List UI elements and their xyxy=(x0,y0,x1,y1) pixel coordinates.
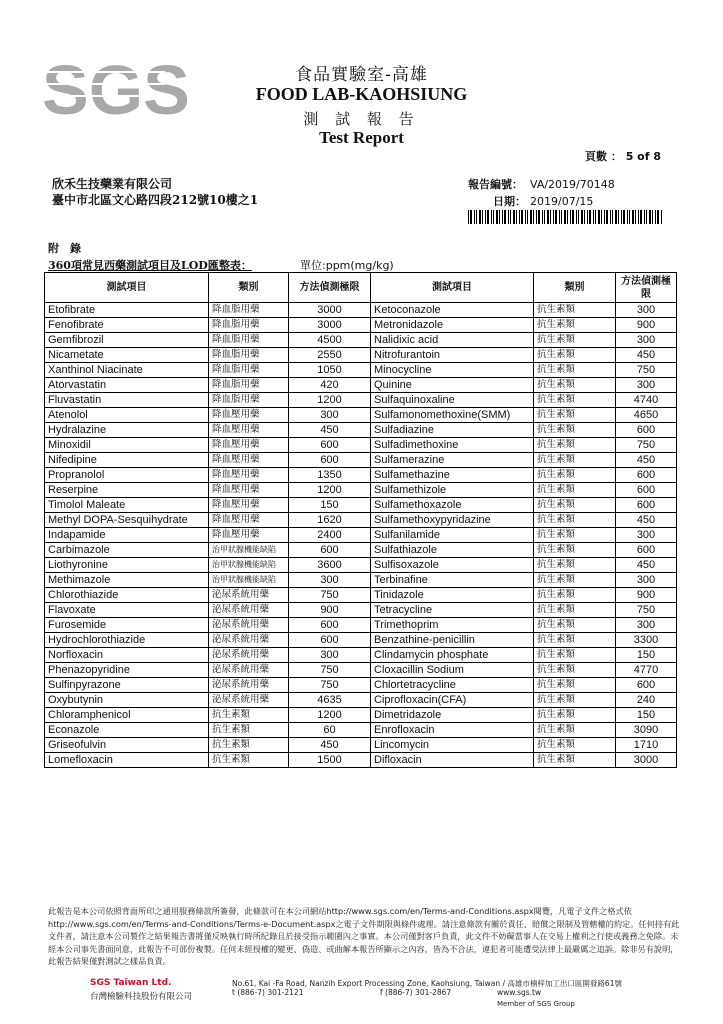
category-cell: 治甲狀腺機能缺陷 xyxy=(209,543,289,558)
lod-cell: 1710 xyxy=(616,738,677,753)
lod-cell: 300 xyxy=(616,303,677,318)
table-row xyxy=(45,738,677,753)
lod-cell: 300 xyxy=(616,618,677,633)
lod-cell: 600 xyxy=(616,483,677,498)
category-cell: 抗生素類 xyxy=(209,723,289,738)
test-item-cell: Gemfibrozil xyxy=(45,333,209,348)
test-item-cell: Ketoconazole xyxy=(371,303,534,318)
table-row xyxy=(45,543,677,558)
table-row xyxy=(45,333,677,348)
test-item-cell: Nitrofurantoin xyxy=(371,348,534,363)
lod-cell: 3000 xyxy=(289,318,371,333)
test-item-cell: Griseofulvin xyxy=(45,738,209,753)
client-block xyxy=(52,176,258,208)
test-item-cell: Lincomycin xyxy=(371,738,534,753)
col-header-category: 類別 xyxy=(534,273,616,303)
test-item-cell: Flavoxate xyxy=(45,603,209,618)
test-item-cell: Xanthinol Niacinate xyxy=(45,363,209,378)
test-item-cell: Tinidazole xyxy=(371,588,534,603)
category-cell: 抗生素類 xyxy=(534,303,616,318)
table-row xyxy=(45,453,677,468)
lod-cell: 750 xyxy=(289,588,371,603)
category-cell: 泌尿系統用藥 xyxy=(209,663,289,678)
table-row xyxy=(45,318,677,333)
lod-cell: 600 xyxy=(289,543,371,558)
table-row xyxy=(45,468,677,483)
page-number: 頁數 ： 5 of 8 xyxy=(585,150,661,163)
lod-cell: 750 xyxy=(616,603,677,618)
table-row xyxy=(45,588,677,603)
lod-cell: 150 xyxy=(616,708,677,723)
lod-cell: 3300 xyxy=(616,633,677,648)
col-header-item: 測試項目 xyxy=(45,273,209,303)
test-item-cell: Benzathine-penicillin xyxy=(371,633,534,648)
test-item-cell: Nicametate xyxy=(45,348,209,363)
table-row xyxy=(45,558,677,573)
category-cell: 抗生素類 xyxy=(534,318,616,333)
category-cell: 降血脂用藥 xyxy=(209,393,289,408)
address-zh: / 高雄市楠梓加工出口區開發路61號 xyxy=(502,979,622,988)
test-item-cell: Phenazopyridine xyxy=(45,663,209,678)
test-item-cell: Hydrochlorothiazide xyxy=(45,633,209,648)
lod-cell: 300 xyxy=(616,333,677,348)
test-item-cell: Sulfisoxazole xyxy=(371,558,534,573)
test-item-cell: Lomefloxacin xyxy=(45,753,209,768)
lod-cell: 600 xyxy=(616,498,677,513)
report-title-zh: 測 試 報 告 xyxy=(303,110,420,128)
lod-cell: 300 xyxy=(289,573,371,588)
table-row xyxy=(45,438,677,453)
appendix-label: 附 錄 xyxy=(48,242,81,255)
test-item-cell: Dimetridazole xyxy=(371,708,534,723)
test-item-cell: Cloxacillin Sodium xyxy=(371,663,534,678)
table-row xyxy=(45,423,677,438)
category-cell: 抗生素類 xyxy=(534,528,616,543)
table-row xyxy=(45,528,677,543)
lod-cell: 600 xyxy=(616,423,677,438)
category-cell: 抗生素類 xyxy=(534,693,616,708)
test-item-cell: Chlortetracycline xyxy=(371,678,534,693)
category-cell: 抗生素類 xyxy=(534,363,616,378)
lab-name-zh: 食品實驗室-高雄 xyxy=(295,65,428,85)
category-cell: 泌尿系統用藥 xyxy=(209,648,289,663)
category-cell: 抗生素類 xyxy=(534,498,616,513)
lod-cell: 4500 xyxy=(289,333,371,348)
test-item-cell: Fluvastatin xyxy=(45,393,209,408)
category-cell: 降血壓用藥 xyxy=(209,468,289,483)
lod-cell: 750 xyxy=(289,663,371,678)
test-item-cell: Minocycline xyxy=(371,363,534,378)
category-cell: 泌尿系統用藥 xyxy=(209,588,289,603)
category-cell: 抗生素類 xyxy=(534,558,616,573)
test-item-cell: Metronidazole xyxy=(371,318,534,333)
test-item-cell: Tetracycline xyxy=(371,603,534,618)
category-cell: 抗生素類 xyxy=(534,738,616,753)
category-cell: 抗生素類 xyxy=(534,753,616,768)
test-item-cell: Propranolol xyxy=(45,468,209,483)
table-row xyxy=(45,348,677,363)
test-item-cell: Sulfadiazine xyxy=(371,423,534,438)
lod-cell: 1500 xyxy=(289,753,371,768)
lod-cell: 1050 xyxy=(289,363,371,378)
test-item-cell: Clindamycin phosphate xyxy=(371,648,534,663)
category-cell: 抗生素類 xyxy=(534,588,616,603)
member-note: Member of SGS Group xyxy=(497,1000,575,1008)
category-cell: 降血壓用藥 xyxy=(209,528,289,543)
test-item-cell: Sulfanilamide xyxy=(371,528,534,543)
category-cell: 抗生素類 xyxy=(534,453,616,468)
category-cell: 降血壓用藥 xyxy=(209,498,289,513)
category-cell: 抗生素類 xyxy=(209,738,289,753)
test-item-cell: Sulfathiazole xyxy=(371,543,534,558)
category-cell: 降血壓用藥 xyxy=(209,408,289,423)
company-name-zh: 台灣檢驗科技股份有限公司 xyxy=(90,992,193,1002)
client-name: 欣禾生技藥業有限公司 xyxy=(52,177,173,191)
category-cell: 降血壓用藥 xyxy=(209,483,289,498)
table-row xyxy=(45,708,677,723)
lod-cell: 900 xyxy=(616,588,677,603)
category-cell: 抗生素類 xyxy=(534,333,616,348)
col-header-item: 測試項目 xyxy=(371,273,534,303)
lod-cell: 750 xyxy=(616,363,677,378)
lod-cell: 240 xyxy=(616,693,677,708)
lod-cell: 4740 xyxy=(616,393,677,408)
lod-cell: 1200 xyxy=(289,483,371,498)
table-row xyxy=(45,363,677,378)
category-cell: 抗生素類 xyxy=(209,753,289,768)
lod-cell: 600 xyxy=(289,618,371,633)
lod-cell: 420 xyxy=(289,378,371,393)
test-item-cell: Sulfamethizole xyxy=(371,483,534,498)
lod-cell: 4635 xyxy=(289,693,371,708)
category-cell: 泌尿系統用藥 xyxy=(209,618,289,633)
category-cell: 降血脂用藥 xyxy=(209,378,289,393)
category-cell: 抗生素類 xyxy=(534,618,616,633)
lod-cell: 4770 xyxy=(616,663,677,678)
telephone: t (886-7) 301-2121 xyxy=(232,988,304,997)
svg-text:SGS: SGS xyxy=(42,51,190,129)
table-row xyxy=(45,498,677,513)
lod-cell: 1200 xyxy=(289,393,371,408)
date-label: 日期： xyxy=(493,195,526,208)
category-cell: 抗生素類 xyxy=(534,543,616,558)
col-header-lod: 方法偵測極限 xyxy=(616,273,677,303)
category-cell: 泌尿系統用藥 xyxy=(209,693,289,708)
test-item-cell: Atenolol xyxy=(45,408,209,423)
test-item-cell: Sulfamerazine xyxy=(371,453,534,468)
test-item-cell: Sulfamethoxazole xyxy=(371,498,534,513)
table-row xyxy=(45,663,677,678)
lod-cell: 900 xyxy=(289,603,371,618)
category-cell: 抗生素類 xyxy=(534,633,616,648)
lab-name-en: FOOD LAB-KAOHSIUNG xyxy=(255,84,468,104)
lod-cell: 450 xyxy=(289,738,371,753)
table-row xyxy=(45,408,677,423)
test-item-cell: Sulfaquinoxaline xyxy=(371,393,534,408)
category-cell: 降血壓用藥 xyxy=(209,513,289,528)
test-item-cell: Enrofloxacin xyxy=(371,723,534,738)
lod-cell: 300 xyxy=(289,648,371,663)
lod-cell: 450 xyxy=(289,423,371,438)
lod-cell: 1620 xyxy=(289,513,371,528)
lod-cell: 3000 xyxy=(616,753,677,768)
category-cell: 抗生素類 xyxy=(534,483,616,498)
test-item-cell: Methimazole xyxy=(45,573,209,588)
table-row xyxy=(45,648,677,663)
test-item-cell: Nifedipine xyxy=(45,453,209,468)
category-cell: 抗生素類 xyxy=(209,708,289,723)
col-header-lod: 方法偵測極限 xyxy=(289,273,371,303)
lod-cell: 1350 xyxy=(289,468,371,483)
test-item-cell: Hydralazine xyxy=(45,423,209,438)
col-header-category: 類別 xyxy=(209,273,289,303)
lod-cell: 600 xyxy=(616,543,677,558)
lod-cell: 2550 xyxy=(289,348,371,363)
test-item-cell: Fenofibrate xyxy=(45,318,209,333)
test-item-cell: Oxybutynin xyxy=(45,693,209,708)
test-item-cell: Terbinafine xyxy=(371,573,534,588)
report-no: VA/2019/70148 xyxy=(530,178,615,191)
lod-cell: 900 xyxy=(616,318,677,333)
table-row xyxy=(45,723,677,738)
table-row xyxy=(45,378,677,393)
test-item-cell: Furosemide xyxy=(45,618,209,633)
lod-cell: 3600 xyxy=(289,558,371,573)
lod-table xyxy=(44,272,677,768)
category-cell: 抗生素類 xyxy=(534,663,616,678)
report-meta xyxy=(468,176,615,210)
category-cell: 抗生素類 xyxy=(534,348,616,363)
category-cell: 泌尿系統用藥 xyxy=(209,678,289,693)
test-item-cell: Reserpine xyxy=(45,483,209,498)
table-row xyxy=(45,573,677,588)
table-row xyxy=(45,303,677,318)
lod-cell: 750 xyxy=(616,438,677,453)
lod-cell: 60 xyxy=(289,723,371,738)
table-header-row xyxy=(45,273,677,303)
report-date: 2019/07/15 xyxy=(530,195,594,208)
test-item-cell: Carbimazole xyxy=(45,543,209,558)
test-item-cell: Nalidixic acid xyxy=(371,333,534,348)
lod-cell: 450 xyxy=(616,513,677,528)
category-cell: 抗生素類 xyxy=(534,408,616,423)
test-item-cell: Trimethoprim xyxy=(371,618,534,633)
lod-cell: 600 xyxy=(289,453,371,468)
test-item-cell: Sulfadimethoxine xyxy=(371,438,534,453)
section-title: 360項常見西藥測試項目及LOD匯整表： xyxy=(48,259,252,272)
table-row xyxy=(45,603,677,618)
lod-cell: 600 xyxy=(616,468,677,483)
company-name-en: SGS Taiwan Ltd. xyxy=(90,978,172,988)
table-row xyxy=(45,678,677,693)
test-item-cell: Methyl DOPA-Sesquihydrate xyxy=(45,513,209,528)
test-item-cell: Indapamide xyxy=(45,528,209,543)
category-cell: 降血脂用藥 xyxy=(209,363,289,378)
test-item-cell: Quinine xyxy=(371,378,534,393)
category-cell: 抗生素類 xyxy=(534,393,616,408)
test-item-cell: Atorvastatin xyxy=(45,378,209,393)
lod-cell: 2400 xyxy=(289,528,371,543)
test-item-cell: Sulfamonomethoxine(SMM) xyxy=(371,408,534,423)
test-item-cell: Liothyronine xyxy=(45,558,209,573)
test-item-cell: Minoxidil xyxy=(45,438,209,453)
category-cell: 降血脂用藥 xyxy=(209,333,289,348)
lod-cell: 450 xyxy=(616,453,677,468)
report-no-label: 報告編號： xyxy=(468,178,523,191)
category-cell: 治甲狀腺機能缺陷 xyxy=(209,573,289,588)
lod-cell: 3000 xyxy=(289,303,371,318)
lod-cell: 750 xyxy=(289,678,371,693)
fax: f (886-7) 301-2867 xyxy=(380,988,452,997)
category-cell: 降血脂用藥 xyxy=(209,318,289,333)
test-item-cell: Difloxacin xyxy=(371,753,534,768)
table-row xyxy=(45,618,677,633)
category-cell: 降血脂用藥 xyxy=(209,348,289,363)
lod-cell: 450 xyxy=(616,558,677,573)
lod-cell: 600 xyxy=(289,633,371,648)
category-cell: 抗生素類 xyxy=(534,648,616,663)
test-item-cell: Etofibrate xyxy=(45,303,209,318)
test-item-cell: Timolol Maleate xyxy=(45,498,209,513)
table-row xyxy=(45,393,677,408)
category-cell: 降血壓用藥 xyxy=(209,423,289,438)
table-row xyxy=(45,693,677,708)
category-cell: 抗生素類 xyxy=(534,678,616,693)
address-en: No.61, Kai -Fa Road, Nanzih Export Processing Zone, Kaohsiung, Taiwan xyxy=(232,979,501,988)
test-item-cell: Econazole xyxy=(45,723,209,738)
test-item-cell: Sulfinpyrazone xyxy=(45,678,209,693)
disclaimer: 此報告是本公司依照背面所印之通用服務條款所簽發，此條款可在本公司網站http://www.sgs.com/en/Terms-and-Conditions.aspx閱覽，凡電子文件之格式依http://www.sgs.com/en/Terms-and-Conditions/Terms-e-Document.aspx之電子文件期限與條件處理。請注意條款有關於責任、賠償之限制及管轄權的約定。任何持有此文件者，請注意本公司製作之結果報告書將僅反映執行時所紀錄且於接受指示範圍內之事實。本公司僅對客戶負責，此文件不妨礙當事人在交易上權利之行使或義務之免除。未經本公司事先書面同意，此報告不可部份複製。任何未經授權的變更、偽造、或曲解本報告所顯示之內容，皆為不合法，違犯者可能遭受法律上最嚴厲之追訴。除非另有說明，此報告結果僅對測試之樣品負責。 xyxy=(48,906,680,966)
lod-cell: 300 xyxy=(616,528,677,543)
client-address: 臺中市北區文心路四段212號10樓之1 xyxy=(52,193,259,207)
category-cell: 降血脂用藥 xyxy=(209,303,289,318)
category-cell: 抗生素類 xyxy=(534,708,616,723)
table-row xyxy=(45,633,677,648)
category-cell: 降血壓用藥 xyxy=(209,438,289,453)
lod-cell: 600 xyxy=(289,438,371,453)
category-cell: 抗生素類 xyxy=(534,438,616,453)
lod-cell: 150 xyxy=(616,648,677,663)
category-cell: 抗生素類 xyxy=(534,573,616,588)
category-cell: 治甲狀腺機能缺陷 xyxy=(209,558,289,573)
category-cell: 抗生素類 xyxy=(534,378,616,393)
test-item-cell: Sulfamethazine xyxy=(371,468,534,483)
lod-cell: 300 xyxy=(616,378,677,393)
test-item-cell: Norfloxacin xyxy=(45,648,209,663)
table-row xyxy=(45,513,677,528)
category-cell: 泌尿系統用藥 xyxy=(209,633,289,648)
category-cell: 泌尿系統用藥 xyxy=(209,603,289,618)
report-title-en: Test Report xyxy=(319,128,404,147)
category-cell: 降血壓用藥 xyxy=(209,453,289,468)
lod-cell: 1200 xyxy=(289,708,371,723)
website: www.sgs.tw xyxy=(497,988,542,997)
lod-cell: 3090 xyxy=(616,723,677,738)
category-cell: 抗生素類 xyxy=(534,513,616,528)
lod-cell: 450 xyxy=(616,348,677,363)
category-cell: 抗生素類 xyxy=(534,723,616,738)
test-item-cell: Sulfamethoxypyridazine xyxy=(371,513,534,528)
test-item-cell: Chloramphenicol xyxy=(45,708,209,723)
category-cell: 抗生素類 xyxy=(534,468,616,483)
table-row xyxy=(45,753,677,768)
category-cell: 抗生素類 xyxy=(534,423,616,438)
table-row xyxy=(45,483,677,498)
test-item-cell: Ciprofloxacin(CFA) xyxy=(371,693,534,708)
category-cell: 抗生素類 xyxy=(534,603,616,618)
lod-cell: 4650 xyxy=(616,408,677,423)
unit-label: 單位:ppm(mg/kg) xyxy=(300,259,394,272)
lod-cell: 300 xyxy=(289,408,371,423)
barcode xyxy=(468,210,662,224)
lod-cell: 600 xyxy=(616,678,677,693)
lod-cell: 150 xyxy=(289,498,371,513)
lod-cell: 300 xyxy=(616,573,677,588)
test-item-cell: Chlorothiazide xyxy=(45,588,209,603)
